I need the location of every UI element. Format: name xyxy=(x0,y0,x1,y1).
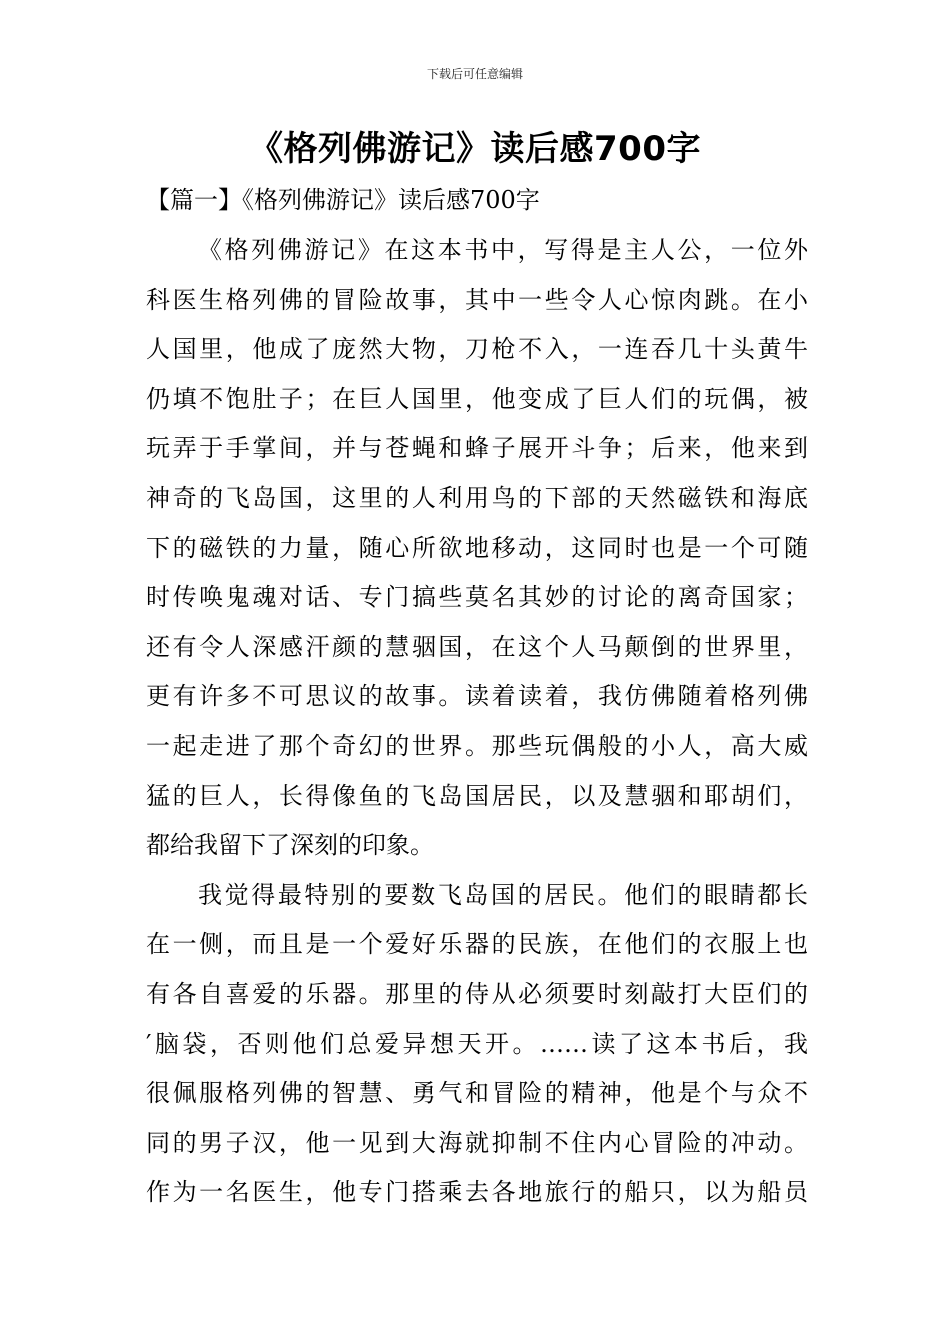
paragraph-1-line: 更有许多不可思议的故事。读着读着，我仿佛随着格列佛 xyxy=(146,682,808,711)
paragraph-1-line: 仍填不饱肚子；在巨人国里，他变成了巨人们的玩偶，被 xyxy=(146,384,808,413)
paragraph-2-line: ′脑袋，否则他们总爱异想天开。……读了这本书后，我 xyxy=(146,1029,808,1058)
paragraph-2-line: 作为一名医生，他专门搭乘去各地旅行的船只，以为船员 xyxy=(146,1178,808,1207)
paragraph-2-line: 有各自喜爱的乐器。那里的侍从必须要时刻敲打大臣们的 xyxy=(146,979,808,1008)
paragraph-1-line: 《格列佛游记》在这本书中，写得是主人公，一位外 xyxy=(198,236,808,264)
paragraph-1-line: 科医生格列佛的冒险故事，其中一些令人心惊肉跳。在小 xyxy=(146,285,808,314)
paragraph-1-line: 一起走进了那个奇幻的世界。那些玩偶般的小人，高大威 xyxy=(146,731,808,760)
paragraph-1-line: 玩弄于手掌间，并与苍蝇和蜂子展开斗争；后来，他来到 xyxy=(146,434,808,463)
paragraph-1-line: 人国里，他成了庞然大物，刀枪不入，一连吞几十头黄牛 xyxy=(146,335,808,364)
paragraph-1-line: 猛的巨人，长得像鱼的飞岛国居民，以及慧骃和耶胡们， xyxy=(146,781,808,810)
section-heading: 【篇一】《格列佛游记》读后感700字 xyxy=(146,186,540,214)
paragraph-1-line: 神奇的飞岛国，这里的人利用鸟的下部的天然磁铁和海底 xyxy=(146,483,808,512)
header-note: 下载后可任意编辑 xyxy=(426,67,523,81)
paragraph-1-line: 下的磁铁的力量，随心所欲地移动，这同时也是一个可随 xyxy=(146,533,808,562)
paragraph-2-line: 我觉得最特别的要数飞岛国的居民。他们的眼睛都长 xyxy=(198,880,808,909)
paragraph-2-line: 同的男子汉，他一见到大海就抑制不住内心冒险的冲动。 xyxy=(146,1128,808,1157)
paragraph-2-line: 在一侧，而且是一个爱好乐器的民族，在他们的衣服上也 xyxy=(146,930,808,959)
paragraph-1-line: 还有令人深感汗颜的慧骃国，在这个人马颠倒的世界里， xyxy=(146,632,808,661)
paragraph-1-line: 时传唤鬼魂对话、专门搞些莫名其妙的讨论的离奇国家； xyxy=(146,583,808,612)
body-text xyxy=(146,226,808,1218)
paragraph-1-line: 都给我留下了深刻的印象。 xyxy=(146,831,434,860)
paragraph-2-line: 很佩服格列佛的智慧、勇气和冒险的精神，他是个与众不 xyxy=(146,1079,808,1108)
page-title: 《格列佛游记》读后感700字 xyxy=(249,129,701,169)
